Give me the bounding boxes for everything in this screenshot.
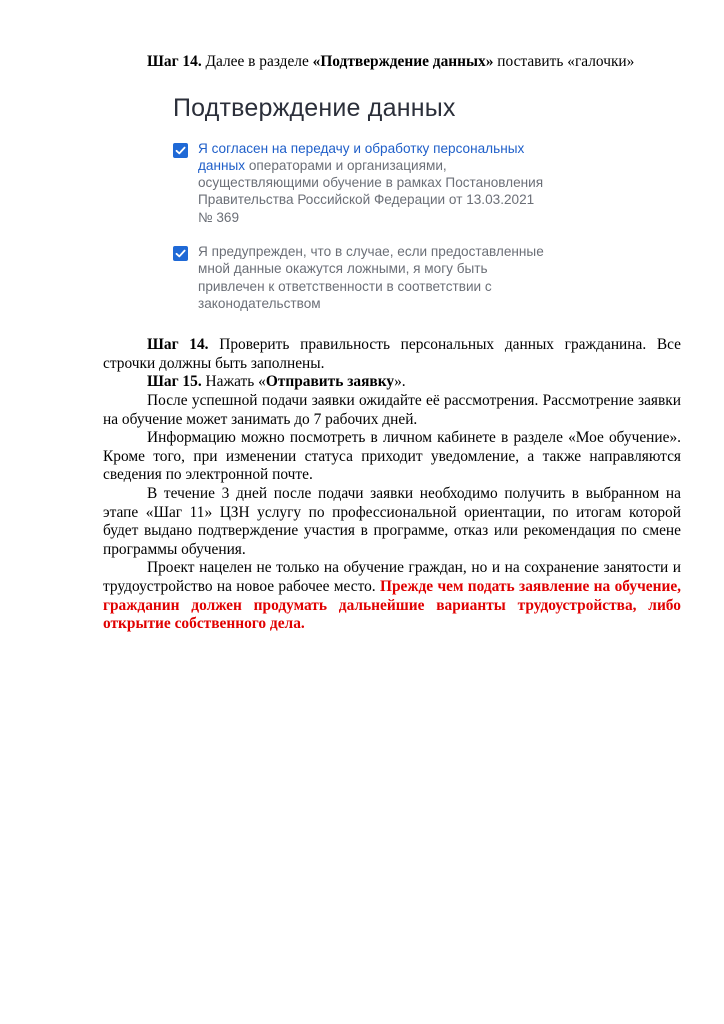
confirmation-title: Подтверждение данных — [173, 93, 456, 122]
consent-item-personal-data[interactable] — [173, 140, 613, 226]
checkbox-checked-icon[interactable] — [173, 246, 188, 261]
step-label: Шаг 14. — [147, 336, 209, 354]
consent-item-liability[interactable] — [173, 243, 613, 312]
step-14-instruction: Шаг 14. Далее в разделе «Подтверждение данных» поставить «галочки» — [147, 53, 635, 70]
step-14-check: Шаг 14. Проверить правильность персональных данных гражданина. Все строчки должны быть заполнены. — [103, 336, 682, 372]
consent-link[interactable]: Я согласен на передачу и обработку персональных данных — [198, 140, 525, 173]
warning-text: Прежде чем подать заявление на обучение, гражданин должен продумать дальнейшие варианты трудоустройства, либо открытие собственного дела. — [103, 577, 681, 633]
paragraph-status-info: Информацию можно посмотреть в личном кабинете в разделе «Мое обучение». Кроме того, при изменении статуса приходит уведомление, а также направляются сведения по электронной почте. — [103, 429, 681, 484]
step-label: Шаг 15. — [147, 373, 202, 391]
step-15-submit: Шаг 15. Нажать «Отправить заявку». — [147, 373, 406, 391]
paragraph-project-goal: Проект нацелен не только на обучение граждан, но и на сохранение занятости и трудоустройство на новое рабочее место. Прежде чем подать заявление на обучение, гражданин должен продумать дальнейшие варианты трудоустройства, либо открытие собственного дела. — [103, 559, 681, 633]
checkbox-checked-icon[interactable] — [173, 143, 188, 158]
consent-text-personal-data: Я согласен на передачу и обработку персональных данных операторами и организациями, осуществляющими обучение в рамках Постановления Правительства Российской Федерации от 13.03.2021 № 369 — [198, 140, 544, 225]
document-page — [103, 53, 681, 634]
paragraph-orientation: В течение 3 дней после подачи заявки необходимо получить в выбранном на этапе «Шаг 11» ЦЗН услугу по профессиональной ориентации, по итогам которой будет выдано подтверждение участия в программе, отказ или рекомендация по смене программы обучения. — [103, 485, 681, 558]
step-label: Шаг 14. — [147, 53, 202, 70]
paragraph-review-time: После успешной подачи заявки ожидайте её рассмотрения. Рассмотрение заявки на обучение может занимать до 7 рабочих дней. — [103, 392, 681, 428]
confirmation-screenshot — [173, 94, 613, 313]
submit-button-name: Отправить заявку — [265, 373, 395, 391]
section-name: «Подтверждение данных» — [312, 53, 494, 70]
consent-text-liability: Я предупрежден, что в случае, если предоставленные мной данные окажутся ложными, я могу быть привлечен к ответственности в соответствии с законодательством — [198, 244, 544, 311]
